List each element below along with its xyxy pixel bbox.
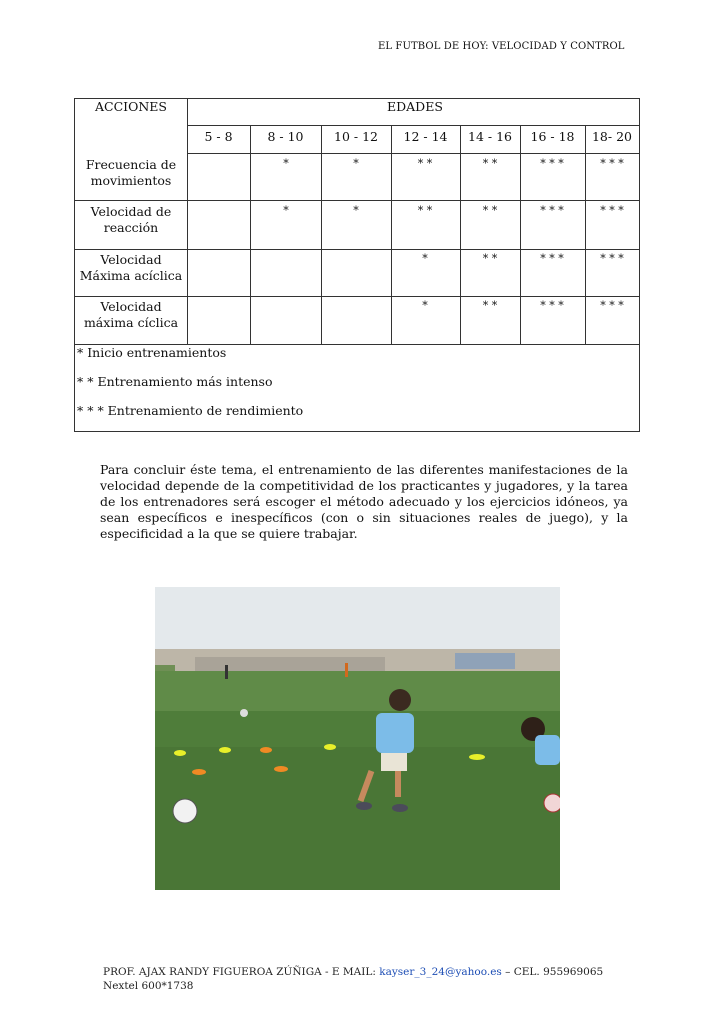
mark-r1-c4: * *: [417, 204, 433, 217]
mark-r0-c7: * * *: [600, 157, 624, 170]
row-label-aciclica: Velocidad Máxima acíclica: [79, 252, 183, 283]
mark-r3-c6: * * *: [540, 299, 564, 312]
footer-nextel: Nextel 600*1738: [103, 980, 194, 992]
mark-r0-c4: * *: [417, 157, 433, 170]
header-acciones: ACCIONES: [95, 99, 167, 114]
mark-r3-c7: * * *: [600, 299, 624, 312]
legend-item-2: * * Entrenamiento más intenso: [77, 374, 273, 389]
footer-author: PROF. AJAX RANDY FIGUEROA ZÚÑIGA - E MAIL:: [103, 966, 380, 978]
mark-r2-c6: * * *: [540, 252, 564, 265]
row-label-frecuencia: Frecuencia de movimientos: [85, 157, 177, 188]
mark-r1-c3: *: [353, 204, 359, 217]
age-col-5: 14 - 16: [468, 129, 512, 144]
mark-r1-c2: *: [283, 204, 289, 217]
legend-item-1: * Inicio entrenamientos: [77, 345, 227, 360]
mark-r3-c5: * *: [482, 299, 498, 312]
footer: [103, 965, 603, 993]
mark-r3-c4: *: [422, 299, 428, 312]
age-col-1: 5 - 8: [204, 129, 233, 144]
row-label-reaccion: Velocidad de reacción: [90, 204, 172, 235]
header-edades: EDADES: [387, 99, 443, 114]
footer-phone: – CEL. 955969065: [501, 966, 604, 978]
age-col-4: 12 - 14: [403, 129, 448, 144]
legend-item-3: * * * Entrenamiento de rendimiento: [77, 403, 304, 418]
age-col-7: 18- 20: [591, 129, 632, 144]
training-age-table: [74, 98, 640, 432]
age-col-2: 8 - 10: [267, 129, 304, 144]
mark-r0-c2: *: [283, 157, 289, 170]
footer-email-link[interactable]: kayser_3_24@yahoo.es: [379, 966, 502, 978]
row-label-ciclica: Velocidad máxima cíclica: [83, 299, 179, 330]
mark-r1-c6: * * *: [540, 204, 564, 217]
age-col-6: 16 - 18: [530, 129, 575, 144]
age-col-3: 10 - 12: [334, 129, 378, 144]
mark-r2-c5: * *: [482, 252, 498, 265]
running-header: EL FUTBOL DE HOY: VELOCIDAD Y CONTROL: [378, 41, 625, 52]
mark-r0-c3: *: [353, 157, 359, 170]
mark-r0-c5: * *: [482, 157, 498, 170]
conclusion-paragraph: Para concluir éste tema, el entrenamiento de las diferentes manifestaciones de la velocidad depende de la competitividad de los practicantes y jugadores, y la tarea de los entrenadores será escoger el método adecuado y los ejercicios idóneos, ya sean específicos e inespecíficos (con o sin situaciones reales de juego), y la especificidad a la que se quiere trabajar.: [100, 462, 628, 541]
mark-r2-c7: * * *: [600, 252, 624, 265]
mark-r0-c6: * * *: [540, 157, 564, 170]
mark-r2-c4: *: [422, 252, 428, 265]
mark-r1-c7: * * *: [600, 204, 624, 217]
mark-r1-c5: * *: [482, 204, 498, 217]
training-photo: [155, 587, 560, 890]
